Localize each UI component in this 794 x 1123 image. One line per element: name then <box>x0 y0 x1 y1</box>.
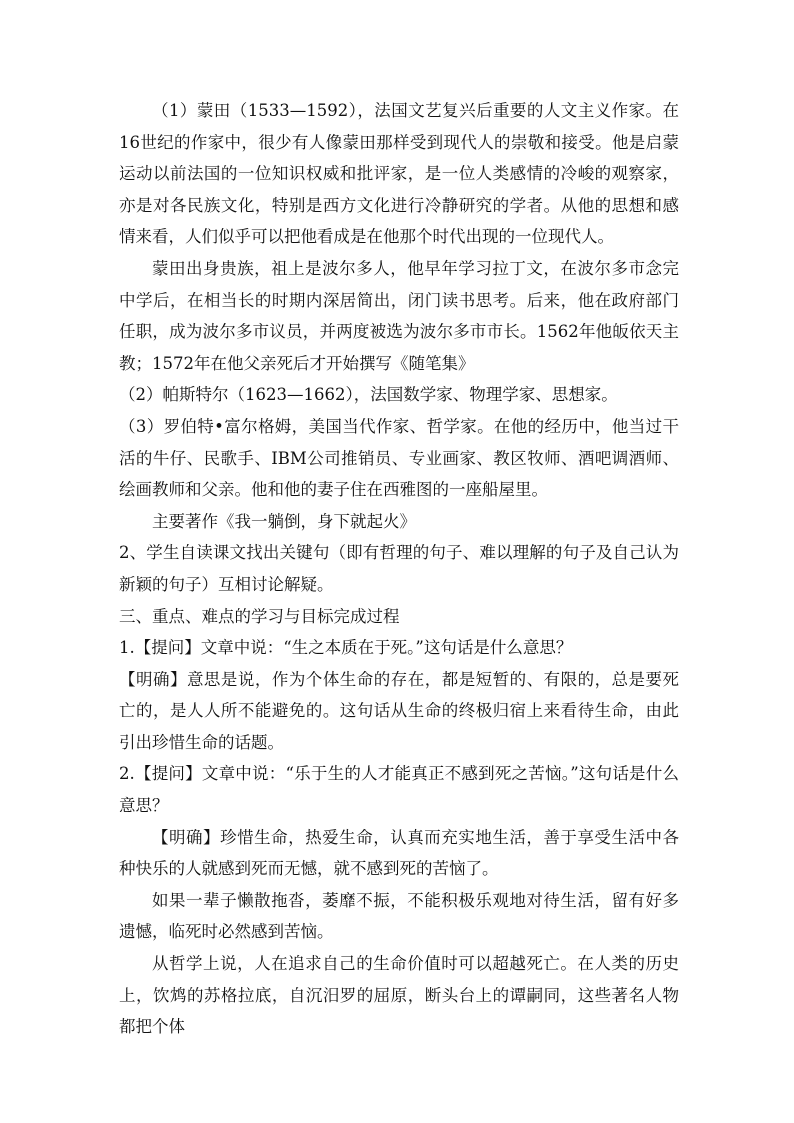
paragraph-pascal: （2）帕斯特尔（1623—1662），法国数学家、物理学家、思想家。 <box>119 385 618 405</box>
question-1: 1.【提问】文章中说：“生之本质在于死。”这句话是什么意思？ <box>119 638 573 658</box>
answer-1: 【明确】意思是说，作为个体生命的存在，都是短暂的、有限的，总是要死亡的，是人人所不能避免的。这句话从生命的终极归宿上来看待生命，由此引出珍惜生命的话题。 <box>119 669 679 752</box>
paragraph-fulghum: （3）罗伯特•富尔格姆，美国当代作家、哲学家。在他的经历中，他当过干活的牛仔、民歌手、IBM公司推销员、专业画家、教区牧师、酒吧调酒师、绘画教师和父亲。他和他的妻子住在西雅图的一座船屋里。 <box>119 416 679 500</box>
section-heading-key-points: 三、重点、难点的学习与目标完成过程 <box>119 606 400 626</box>
question-2: 2.【提问】文章中说：“乐于生的人才能真正不感到死之苦恼。”这句话是什么意思？ <box>119 764 679 816</box>
paragraph-montaigne-bio: 蒙田出身贵族，祖上是波尔多人，他早年学习拉丁文，在波尔多市念完中学后，在相当长的时期内深居简出，闭门读书思考。后来，他在政府部门任职，成为波尔多市议员，并两度被选为波尔多市市长。1562年他皈依天主教；1572年在他父亲死后才开始撰写《随笔集》 <box>119 258 679 373</box>
document-page <box>119 95 679 1043</box>
paragraph-philosophy: 从哲学上说，人在追求自己的生命价值时可以超越死亡。在人类的历史上，饮鸩的苏格拉底，自沉汨罗的屈原，断头台上的谭嗣同，这些著名人物都把个体 <box>119 954 679 1037</box>
answer-2: 【明确】珍惜生命，热爱生命，认真而充实地生活，善于享受生活中各种快乐的人就感到死而无憾，就不感到死的苦恼了。 <box>119 827 679 879</box>
paragraph-montaigne-intro: （1）蒙田（1533—1592），法国文艺复兴后重要的人文主义作家。在16世纪的作家中，很少有人像蒙田那样受到现代人的崇敬和接受。他是启蒙运动以前法国的一位知识权威和批评家，是一位人类感情的冷峻的观察家，亦是对各民族文化，特别是西方文化进行冷静研究的学者。从他的思想和感情来看，人们似乎可以把他看成是在他那个时代出现的一位现代人。 <box>119 101 679 247</box>
paragraph-main-works: 主要著作《我一躺倒，身下就起火》 <box>152 511 416 531</box>
paragraph-self-reading: 2、学生自读课文找出关键句（即有哲理的句子、难以理解的句子及自己认为新颖的句子）互相讨论解疑。 <box>119 543 679 594</box>
paragraph-regret: 如果一辈子懒散拖沓，萎靡不振，不能积极乐观地对待生活，留有好多遗憾，临死时必然感到苦恼。 <box>119 890 679 942</box>
